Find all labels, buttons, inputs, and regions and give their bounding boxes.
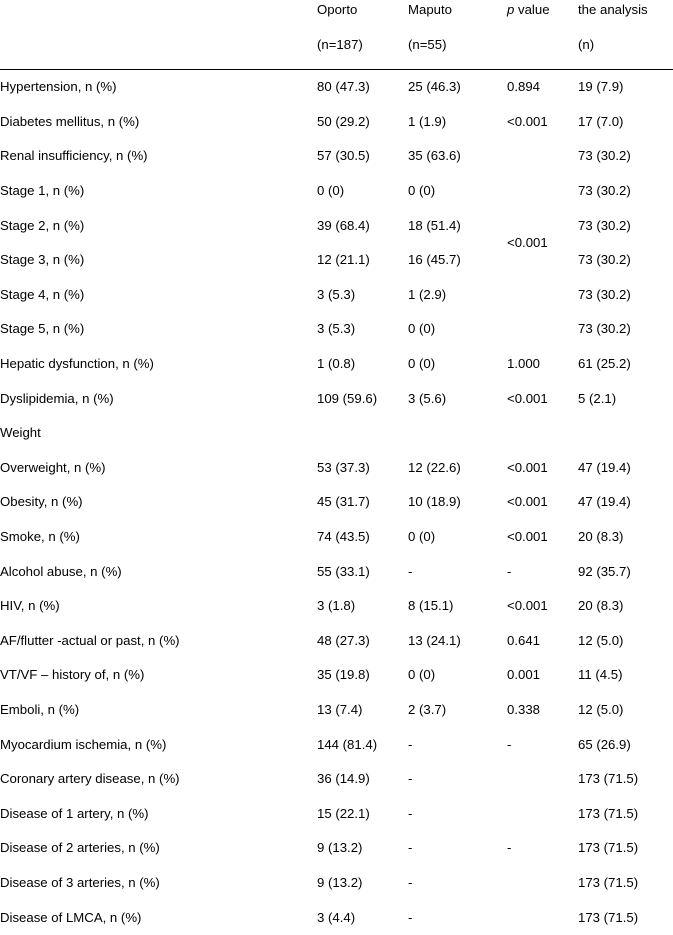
analysis-cell: 5 (2.1)	[578, 390, 617, 406]
analysis-cell: 173 (71.5)	[578, 874, 639, 890]
oporto-cell: 45 (31.7)	[317, 494, 370, 510]
p-value-cell: -	[507, 736, 512, 752]
p-value-cell: <0.001	[507, 390, 548, 406]
table-row	[0, 347, 673, 382]
analysis-cell: 173 (71.5)	[578, 840, 639, 856]
analysis-cell: 47 (19.4)	[578, 494, 631, 510]
maputo-cell: 16 (45.7)	[408, 252, 461, 268]
row-label: Stage 3, n (%)	[0, 252, 85, 268]
row-label: Stage 1, n (%)	[0, 183, 85, 199]
oporto-cell: 3 (4.4)	[317, 909, 356, 925]
table-row	[0, 796, 673, 831]
oporto-cell: 48 (27.3)	[317, 632, 370, 648]
table-row	[0, 139, 673, 174]
row-label: Dyslipidemia, n (%)	[0, 390, 114, 406]
maputo-cell: -	[408, 840, 413, 856]
table-row	[0, 866, 673, 901]
oporto-cell: 36 (14.9)	[317, 771, 370, 787]
row-label: Smoke, n (%)	[0, 529, 80, 545]
maputo-cell: -	[408, 805, 413, 821]
p-value-cell	[507, 416, 578, 451]
analysis-cell: 17 (7.0)	[578, 113, 624, 129]
header-oporto-n: (n=187)	[317, 37, 363, 52]
maputo-cell: 8 (15.1)	[408, 598, 454, 614]
table-row	[0, 554, 673, 589]
p-value-cell	[507, 139, 578, 174]
maputo-cell: 0 (0)	[408, 667, 436, 683]
maputo-cell: -	[408, 771, 413, 787]
row-label: HIV, n (%)	[0, 598, 60, 614]
p-value-cell: <0.001	[507, 529, 548, 545]
p-value-cell: 0.338	[507, 701, 541, 717]
header-maputo-n: (n=55)	[408, 37, 447, 52]
header-p-italic: p	[507, 2, 515, 17]
analysis-cell: 65 (26.9)	[578, 736, 631, 752]
analysis-cell: 73 (30.2)	[578, 286, 631, 302]
table-row	[0, 208, 673, 243]
analysis-cell: 12 (5.0)	[578, 701, 624, 717]
maputo-cell: 35 (63.6)	[408, 148, 461, 164]
row-label: Disease of LMCA, n (%)	[0, 909, 142, 925]
p-value-cell: <0.001	[507, 113, 548, 129]
maputo-cell: 0 (0)	[408, 529, 436, 545]
oporto-cell: 9 (13.2)	[317, 874, 363, 890]
oporto-cell: 13 (7.4)	[317, 701, 363, 717]
p-value-cell	[507, 174, 578, 209]
maputo-cell	[408, 416, 507, 451]
p-value-cell: 0.894	[507, 79, 541, 95]
row-label: Hypertension, n (%)	[0, 79, 117, 95]
row-label: Stage 4, n (%)	[0, 286, 85, 302]
row-label: Stage 2, n (%)	[0, 217, 85, 233]
table-row	[0, 174, 673, 209]
maputo-cell: -	[408, 736, 413, 752]
row-label: Stage 5, n (%)	[0, 321, 85, 337]
p-value-cell	[507, 278, 578, 313]
oporto-cell: 144 (81.4)	[317, 736, 378, 752]
analysis-cell: 19 (7.9)	[578, 79, 624, 95]
p-value-cell	[507, 312, 578, 347]
table-row	[0, 485, 673, 520]
maputo-cell: 2 (3.7)	[408, 701, 447, 717]
oporto-cell: 3 (5.3)	[317, 286, 356, 302]
row-label: Obesity, n (%)	[0, 494, 83, 510]
table-row	[0, 381, 673, 416]
oporto-cell: 109 (59.6)	[317, 390, 378, 406]
table-row	[0, 762, 673, 797]
maputo-cell: -	[408, 563, 413, 579]
header-maputo: Maputo	[408, 2, 452, 17]
maputo-cell: 0 (0)	[408, 356, 436, 372]
header-analysis: the analysis	[578, 2, 648, 17]
row-label: Hepatic dysfunction, n (%)	[0, 356, 154, 372]
oporto-cell	[317, 416, 408, 451]
maputo-cell: 3 (5.6)	[408, 390, 447, 406]
p-value-cell: -	[507, 563, 512, 579]
header-analysis-n: (n)	[578, 37, 595, 52]
row-label: Disease of 3 arteries, n (%)	[0, 874, 160, 890]
oporto-cell: 3 (1.8)	[317, 598, 356, 614]
oporto-cell: 1 (0.8)	[317, 356, 356, 372]
header-oporto: Oporto	[317, 2, 358, 17]
row-label: Coronary artery disease, n (%)	[0, 771, 180, 787]
table-row	[0, 520, 673, 555]
maputo-cell: 25 (46.3)	[408, 79, 461, 95]
table-row	[0, 416, 673, 451]
analysis-cell: 173 (71.5)	[578, 909, 639, 925]
analysis-cell: 73 (30.2)	[578, 321, 631, 337]
analysis-cell: 73 (30.2)	[578, 217, 631, 233]
maputo-cell: -	[408, 909, 413, 925]
p-value-cell: <0.001	[507, 459, 548, 475]
table-row	[0, 693, 673, 728]
table-row	[0, 105, 673, 140]
oporto-cell: 53 (37.3)	[317, 459, 370, 475]
row-label: AF/flutter -actual or past, n (%)	[0, 632, 180, 648]
analysis-cell: 20 (8.3)	[578, 598, 624, 614]
p-value-cell	[507, 866, 578, 901]
maputo-cell: 12 (22.6)	[408, 459, 461, 475]
analysis-cell: 173 (71.5)	[578, 771, 639, 787]
p-value-cell: <0.001	[507, 598, 548, 614]
p-value-cell: 1.000	[507, 356, 541, 372]
oporto-cell: 39 (68.4)	[317, 217, 370, 233]
table-row	[0, 831, 673, 866]
data-table	[0, 70, 673, 935]
oporto-cell: 50 (29.2)	[317, 113, 370, 129]
p-value-cell: 0.641	[507, 632, 541, 648]
oporto-cell: 35 (19.8)	[317, 667, 370, 683]
maputo-cell: 1 (2.9)	[408, 286, 447, 302]
oporto-cell: 3 (5.3)	[317, 321, 356, 337]
table-row	[0, 70, 673, 105]
analysis-cell: 12 (5.0)	[578, 632, 624, 648]
maputo-cell: 18 (51.4)	[408, 217, 461, 233]
oporto-cell: 9 (13.2)	[317, 840, 363, 856]
maputo-cell: 1 (1.9)	[408, 113, 447, 129]
table-row	[0, 658, 673, 693]
oporto-cell: 55 (33.1)	[317, 563, 370, 579]
oporto-cell: 57 (30.5)	[317, 148, 370, 164]
maputo-cell: 10 (18.9)	[408, 494, 461, 510]
table-row	[0, 624, 673, 659]
maputo-cell: 0 (0)	[408, 183, 436, 199]
analysis-cell: 11 (4.5)	[578, 667, 623, 683]
p-value-cell	[507, 796, 578, 831]
analysis-cell: 92 (35.7)	[578, 563, 631, 579]
analysis-cell: 73 (30.2)	[578, 148, 631, 164]
analysis-cell: 20 (8.3)	[578, 529, 624, 545]
analysis-cell: 73 (30.2)	[578, 252, 631, 268]
maputo-cell: 0 (0)	[408, 321, 436, 337]
table-header	[0, 0, 673, 70]
table-row	[0, 278, 673, 313]
oporto-cell: 12 (21.1)	[317, 252, 370, 268]
header-p-rest: value	[514, 2, 550, 17]
maputo-cell: -	[408, 874, 413, 890]
row-label: Weight	[0, 425, 41, 441]
analysis-cell: 47 (19.4)	[578, 459, 631, 475]
oporto-cell: 0 (0)	[317, 183, 345, 199]
analysis-cell: 73 (30.2)	[578, 183, 631, 199]
header-p-value	[507, 2, 550, 18]
analysis-cell: 61 (25.2)	[578, 356, 631, 372]
p-value-cell: 0.001	[507, 667, 541, 683]
oporto-cell: 80 (47.3)	[317, 79, 370, 95]
row-label: Renal insufficiency, n (%)	[0, 148, 148, 164]
p-value-cell	[507, 762, 578, 797]
p-value-cell: <0.001	[507, 494, 548, 510]
row-label: Alcohol abuse, n (%)	[0, 563, 122, 579]
p-value-cell: <0.001	[507, 234, 548, 250]
row-label: Overweight, n (%)	[0, 459, 106, 475]
oporto-cell: 15 (22.1)	[317, 805, 370, 821]
row-label: Disease of 1 artery, n (%)	[0, 805, 149, 821]
table-row	[0, 589, 673, 624]
row-label: VT/VF – history of, n (%)	[0, 667, 145, 683]
table-row	[0, 727, 673, 762]
maputo-cell: 13 (24.1)	[408, 632, 461, 648]
oporto-cell: 74 (43.5)	[317, 529, 370, 545]
analysis-cell: 173 (71.5)	[578, 805, 639, 821]
row-label: Disease of 2 arteries, n (%)	[0, 840, 160, 856]
table-row	[0, 312, 673, 347]
p-value-cell: -	[507, 840, 512, 856]
row-label: Myocardium ischemia, n (%)	[0, 736, 167, 752]
row-label: Diabetes mellitus, n (%)	[0, 113, 140, 129]
row-label: Emboli, n (%)	[0, 701, 80, 717]
table-row	[0, 451, 673, 486]
analysis-cell	[578, 416, 673, 451]
